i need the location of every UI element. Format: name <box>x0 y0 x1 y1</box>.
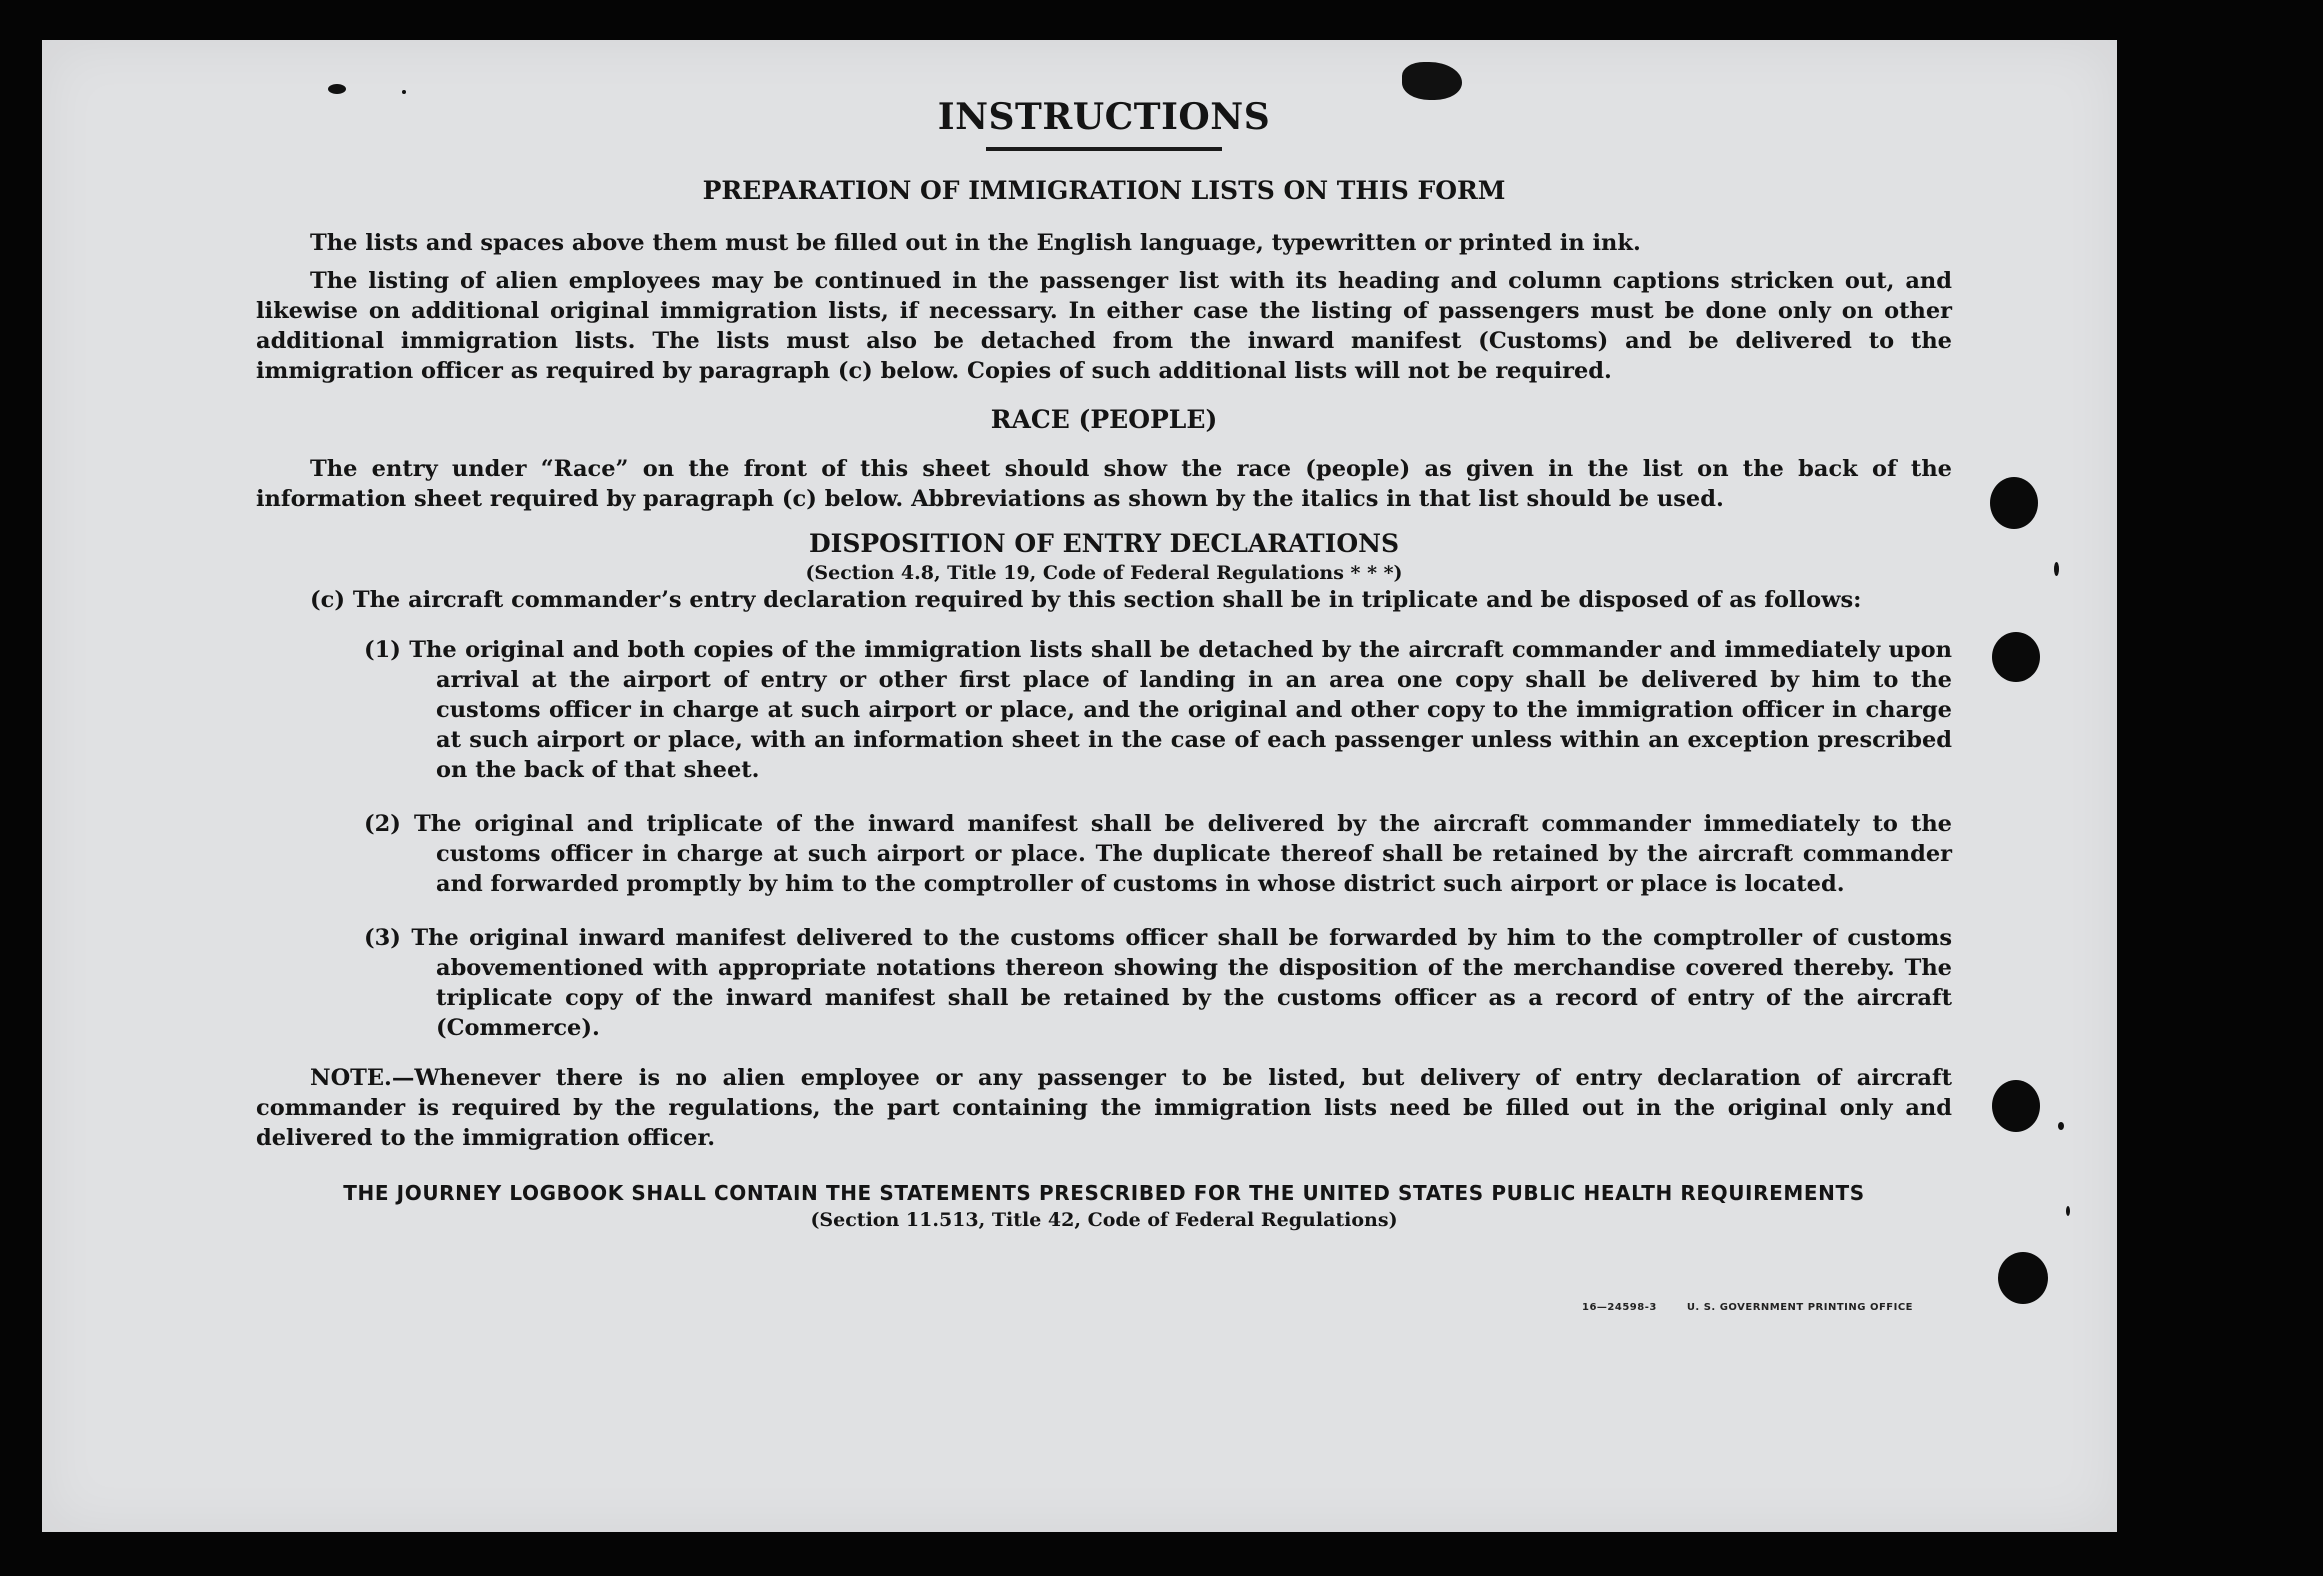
paper-sheet <box>42 40 2117 1532</box>
health-citation: (Section 11.513, Title 42, Code of Federal Regulations) <box>810 1209 1398 1232</box>
paragraph-race-entry: The entry under “Race” on the front of this sheet should show the race (people) as given in the list on the back of the information sheet required by paragraph (c) below. Abbreviations as shown by the italics in that list should be used. <box>256 456 1952 513</box>
printer-imprint <box>1582 1302 1913 1313</box>
paragraph-c-intro: (c) The aircraft commander’s entry declaration required by this section shall be in triplicate and be disposed of as follows: <box>310 587 1862 614</box>
list-item-1: (1) The original and both copies of the immigration lists shall be detached by the aircraft commander and immediately upon arrival at the airport of entry or other first place of landing in an area one copy shall be delivered by him to the customs officer in charge at such airport or place, and the original and other copy to the immigration officer in charge at such airport or place, with an information sheet in the case of each passenger unless within an exception prescribed on the back of that sheet. <box>364 637 1952 784</box>
health-requirements-statement: THE JOURNEY LOGBOOK SHALL CONTAIN THE STATEMENTS PRESCRIBED FOR THE UNITED STATES PUBLIC HEALTH REQUIREMENTS <box>343 1181 1865 1206</box>
ink-smudge-top <box>1402 62 1462 100</box>
form-number: 16—24598-3 <box>1582 1302 1657 1313</box>
paragraph-lists-language: The lists and spaces above them must be filled out in the English language, typewritten or printed in ink. <box>310 229 1641 256</box>
section-heading-race: RACE (PEOPLE) <box>990 404 1218 434</box>
page-title: INSTRUCTIONS <box>937 96 1271 138</box>
list-item-2: (2) The original and triplicate of the inward manifest shall be delivered by the aircraft commander immediately to the customs officer in charge at such airport or place. The duplicate thereof shall be retained by the aircraft commander and forwarded promptly by him to the comptroller of customs in whose district such airport or place is located. <box>364 811 1952 898</box>
punch-hole-2 <box>1992 632 2040 682</box>
ink-speck-right-2 <box>2058 1122 2064 1130</box>
section-citation: (Section 4.8, Title 19, Code of Federal Regulations * * *) <box>805 561 1403 584</box>
instructions-content <box>256 96 1952 1234</box>
punch-hole-1 <box>1990 477 2038 529</box>
paragraph-alien-employees: The listing of alien employees may be continued in the passenger list with its heading and column captions stricken out, and likewise on additional original immigration lists, if necessary. In either case the listing of passengers must be done only on other additional immigration lists. The lists must also be detached from the inward manifest (Customs) and be delivered to the immigration officer as required by paragraph (c) below. Copies of such additional lists will not be required. <box>256 267 1952 384</box>
ink-speck-right-3 <box>2066 1206 2070 1216</box>
printer-name: U. S. GOVERNMENT PRINTING OFFICE <box>1686 1302 1914 1313</box>
list-item-3: (3) The original inward manifest delivered to the customs officer shall be forwarded by him to the comptroller of customs abovementioned with appropriate notations thereon showing the disposition of the merchandise covered thereby. The triplicate copy of the inward manifest shall be retained by the customs officer as a record of entry of the aircraft (Commerce). <box>364 925 1952 1042</box>
punch-hole-4 <box>1998 1252 2048 1304</box>
ink-speck-small <box>402 90 406 94</box>
punch-hole-3 <box>1992 1080 2040 1132</box>
note-paragraph: NOTE.—Whenever there is no alien employee or any passenger to be listed, but delivery of entry declaration of aircraft commander is required by the regulations, the part containing the immigration lists need be filled out in the original only and delivered to the immigration officer. <box>256 1065 1952 1152</box>
section-heading-disposition: DISPOSITION OF ENTRY DECLARATIONS <box>808 529 1400 559</box>
ink-speck-right-1 <box>2054 562 2059 576</box>
section-heading-preparation: PREPARATION OF IMMIGRATION LISTS ON THIS FORM <box>702 176 1506 206</box>
ink-speck-left <box>328 84 346 94</box>
